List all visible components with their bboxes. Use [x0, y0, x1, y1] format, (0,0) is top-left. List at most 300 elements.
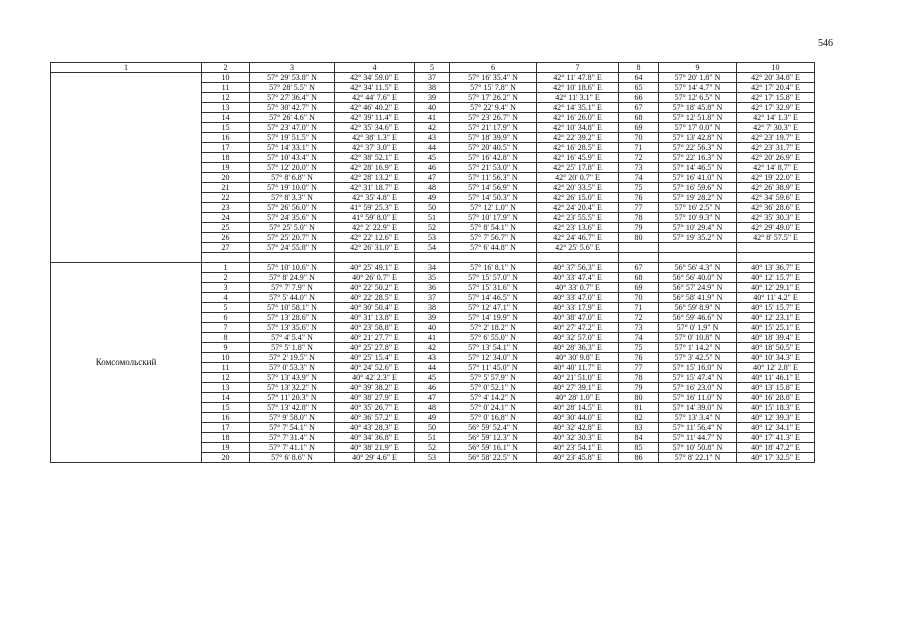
table-cell: 44	[415, 143, 450, 153]
table-cell: 57° 15' 47.4" N	[659, 373, 737, 383]
table-cell: 2	[202, 273, 250, 283]
table-cell: 57° 23' 47.0" N	[250, 123, 335, 133]
table-cell: 40° 30' 50.4" E	[335, 303, 415, 313]
header-cell: 5	[415, 63, 450, 73]
table-cell: 24	[202, 213, 250, 223]
table-cell: 20	[202, 453, 250, 463]
table-cell: 57° 13' 32.2" N	[250, 383, 335, 393]
table-cell: 57° 17' 26.2" N	[450, 93, 537, 103]
header-cell: 10	[737, 63, 815, 73]
header-cell: 3	[250, 63, 335, 73]
table-cell: 42° 23' 55.5" E	[537, 213, 619, 223]
table-cell: 42° 26' 38.9" E	[737, 183, 815, 193]
table-cell: 18	[202, 153, 250, 163]
table-cell: 67	[619, 263, 659, 273]
table-cell: 42° 26' 15.0" E	[537, 193, 619, 203]
table-cell: 42° 17' 20.4" E	[737, 83, 815, 93]
table-cell: 57° 12' 34.0" N	[450, 353, 537, 363]
table-cell: 57° 22' 56.3" N	[659, 143, 737, 153]
table-cell: 15	[202, 403, 250, 413]
blank-cell	[537, 253, 619, 263]
table-cell: 40° 12' 15.7" E	[737, 273, 815, 283]
table-cell: 10	[202, 73, 250, 83]
table-cell: 42° 35' 4.8" E	[335, 193, 415, 203]
table-cell: 43	[415, 353, 450, 363]
table-cell: 48	[415, 403, 450, 413]
table-cell: 57° 17' 0.0" N	[659, 123, 737, 133]
table-cell: 42° 36' 28.6" E	[737, 203, 815, 213]
table-cell: 42° 20' 26.9" E	[737, 153, 815, 163]
table-cell: 57° 0' 24.1" N	[450, 403, 537, 413]
table-cell: 70	[619, 133, 659, 143]
table-cell: 40° 17' 32.5" E	[737, 453, 815, 463]
table-cell: 40° 15' 25.1" E	[737, 323, 815, 333]
table-cell: 42° 20' 34.8" E	[737, 73, 815, 83]
table-cell: 77	[619, 203, 659, 213]
table-cell: 25	[202, 223, 250, 233]
table-cell: 76	[619, 193, 659, 203]
table-cell: 3	[202, 283, 250, 293]
table-cell: 42° 16' 28.5" E	[537, 143, 619, 153]
table-cell: 42° 25' 5.6" E	[537, 243, 619, 253]
table-cell: 41° 59' 8.0" E	[335, 213, 415, 223]
table-cell: 57° 25' 5.0" N	[250, 223, 335, 233]
table-cell: 42° 19' 22.0" E	[737, 173, 815, 183]
table-cell: 57° 19' 51.5" N	[250, 133, 335, 143]
table-cell: 18	[202, 433, 250, 443]
table-cell: 57° 11' 56.3" N	[450, 173, 537, 183]
table-row	[51, 73, 815, 83]
table-cell: 45	[415, 153, 450, 163]
table-cell: 40	[415, 323, 450, 333]
table-cell: 64	[619, 73, 659, 83]
table-cell: 42° 10' 18.6" E	[537, 83, 619, 93]
table-cell: 57° 16' 42.8" N	[450, 153, 537, 163]
table-cell: 57° 0' 52.1" N	[450, 383, 537, 393]
table-cell: 57° 8' 3.3" N	[250, 193, 335, 203]
table-cell: 42° 16' 26.0" E	[537, 113, 619, 123]
table-cell: 48	[415, 183, 450, 193]
table-cell: 42° 35' 30.3" E	[737, 213, 815, 223]
table-cell: 57° 10' 10.6" N	[250, 263, 335, 273]
table-cell: 44	[415, 363, 450, 373]
table-cell: 35	[415, 273, 450, 283]
table-cell: 42° 22' 39.2" E	[537, 133, 619, 143]
table-cell: 37	[415, 293, 450, 303]
table-cell: 57° 11' 44.7" N	[659, 433, 737, 443]
blank-cell	[335, 253, 415, 263]
table-cell: 72	[619, 153, 659, 163]
table-cell: 78	[619, 213, 659, 223]
table-cell: 42° 23' 31.7" E	[737, 143, 815, 153]
table-cell: 40° 15' 18.3" E	[737, 403, 815, 413]
table-cell: 40° 34' 36.8" E	[335, 433, 415, 443]
table-cell: 75	[619, 183, 659, 193]
table-cell: 57° 21' 17.9" N	[450, 123, 537, 133]
table-cell: 1	[202, 263, 250, 273]
region-cell	[51, 73, 202, 263]
table-cell: 79	[619, 223, 659, 233]
table-cell: 40° 18' 50.5" E	[737, 343, 815, 353]
table-cell: 57° 24' 55.8" N	[250, 243, 335, 253]
table-cell: 42° 8' 57.5" E	[737, 233, 815, 243]
table-cell: 42° 34' 11.5" E	[335, 83, 415, 93]
table-cell: 13	[202, 103, 250, 113]
table-cell: 42° 29' 49.0" E	[737, 223, 815, 233]
table-cell: 40° 27' 39.1" E	[537, 383, 619, 393]
table-cell: 42° 35' 34.6" E	[335, 123, 415, 133]
table-cell: 57° 10' 17.9" N	[450, 213, 537, 223]
table-cell: 40° 37' 56.3" E	[537, 263, 619, 273]
table-cell: 57° 23' 26.7" N	[450, 113, 537, 123]
table-cell: 66	[619, 93, 659, 103]
table-cell: 57° 15' 31.6" N	[450, 283, 537, 293]
table-cell: 57° 14' 46.5" N	[659, 163, 737, 173]
table-cell: 57° 22' 16.3" N	[659, 153, 737, 163]
table-cell: 84	[619, 433, 659, 443]
table-cell: 42° 39' 11.4" E	[335, 113, 415, 123]
table-cell: 57° 15' 16.0" N	[659, 363, 737, 373]
table-cell: 57° 8' 22.1" N	[659, 453, 737, 463]
table-cell: 57° 7' 7.9" N	[250, 283, 335, 293]
table-cell: 56° 57' 24.9" N	[659, 283, 737, 293]
table-cell: 23	[202, 203, 250, 213]
table-cell: 40° 12' 2.8" E	[737, 363, 815, 373]
table-cell: 47	[415, 393, 450, 403]
table-cell: 42° 22' 12.6" E	[335, 233, 415, 243]
table-cell: 81	[619, 403, 659, 413]
table-cell: 57° 8' 24.9" N	[250, 273, 335, 283]
table-cell: 40	[415, 103, 450, 113]
table-cell: 40° 27' 47.2" E	[537, 323, 619, 333]
table-cell: 42° 34' 59.6" E	[737, 193, 815, 203]
table-cell: 40° 36' 57.2" E	[335, 413, 415, 423]
table-cell: 57° 27' 36.4" N	[250, 93, 335, 103]
region-cell: Комсомольский	[51, 263, 202, 463]
table-cell: 57° 18' 39.9" N	[450, 133, 537, 143]
table-cell: 42° 34' 59.0" E	[335, 73, 415, 83]
table-cell: 40° 29' 4.6" E	[335, 453, 415, 463]
table-cell: 40° 30' 44.0" E	[537, 413, 619, 423]
table-cell: 70	[619, 293, 659, 303]
table-cell: 56° 59' 12.3" N	[450, 433, 537, 443]
table-cell: 42° 31' 18.7" E	[335, 183, 415, 193]
table-cell: 42° 10' 34.8" E	[537, 123, 619, 133]
table-cell: 57° 13' 54.1" N	[450, 343, 537, 353]
table-cell: 57° 16' 41.0" N	[659, 173, 737, 183]
table-cell: 40° 18' 47.2" E	[737, 443, 815, 453]
table-cell: 26	[202, 233, 250, 243]
table-cell: 46	[415, 163, 450, 173]
table-cell: 40° 42' 2.3" E	[335, 373, 415, 383]
table-cell: 57° 6' 55.0" N	[450, 333, 537, 343]
table-cell: 37	[415, 73, 450, 83]
table-cell: 57° 25' 20.7" N	[250, 233, 335, 243]
table-cell: 57° 13' 43.9" N	[250, 373, 335, 383]
table-cell	[619, 243, 659, 253]
table-cell: 50	[415, 423, 450, 433]
table-cell: 52	[415, 443, 450, 453]
blank-cell	[737, 253, 815, 263]
table-cell: 40° 12' 23.1" E	[737, 313, 815, 323]
table-cell: 79	[619, 383, 659, 393]
table-cell: 42° 28' 16.9" E	[335, 163, 415, 173]
table-cell: 40° 39' 38.2" E	[335, 383, 415, 393]
table-cell: 40° 38' 27.9" E	[335, 393, 415, 403]
table-cell: 77	[619, 363, 659, 373]
table-cell: 57° 14' 39.0" N	[659, 403, 737, 413]
table-cell: 40° 32' 42.8" E	[537, 423, 619, 433]
table-cell: 83	[619, 423, 659, 433]
table-cell: 56° 59' 8.9" N	[659, 303, 737, 313]
table-cell: 42° 20' 33.5" E	[537, 183, 619, 193]
table-cell: 40° 17' 41.3" E	[737, 433, 815, 443]
table-cell: 57° 13' 35.6" N	[250, 323, 335, 333]
header-cell: 1	[51, 63, 202, 73]
table-cell: 42° 23' 13.6" E	[537, 223, 619, 233]
blank-cell	[250, 253, 335, 263]
table-cell: 57° 12' 51.8" N	[659, 113, 737, 123]
table-cell: 42° 26' 31.0" E	[335, 243, 415, 253]
table-cell: 57° 12' 20.0" N	[250, 163, 335, 173]
table-cell: 40° 33' 17.9" E	[537, 303, 619, 313]
table-cell: 40° 11' 46.1" E	[737, 373, 815, 383]
blank-cell	[619, 253, 659, 263]
table-cell: 57° 14' 50.3" N	[450, 193, 537, 203]
table-cell: 56° 59' 46.6" N	[659, 313, 737, 323]
table-cell: 41° 59' 25.3" E	[335, 203, 415, 213]
table-cell: 40° 33' 47.0" E	[537, 293, 619, 303]
table-cell: 40° 22' 28.5" E	[335, 293, 415, 303]
table-cell: 56° 59' 16.1" N	[450, 443, 537, 453]
header-cell: 4	[335, 63, 415, 73]
table-cell: 57° 16' 59.6" N	[659, 183, 737, 193]
table-cell: 40° 38' 21.9" E	[335, 443, 415, 453]
table-cell: 51	[415, 433, 450, 443]
table-cell: 57° 19' 35.2" N	[659, 233, 737, 243]
table-cell: 40° 21' 51.0" E	[537, 373, 619, 383]
table-cell: 76	[619, 353, 659, 363]
table-cell: 12	[202, 93, 250, 103]
table-cell: 40° 43' 28.3" E	[335, 423, 415, 433]
table-cell: 41	[415, 333, 450, 343]
table-cell: 49	[415, 193, 450, 203]
table-cell: 42° 44' 7.6" E	[335, 93, 415, 103]
table-cell: 56° 58' 22.5" N	[450, 453, 537, 463]
table-cell: 42° 38' 52.1" E	[335, 153, 415, 163]
header-cell: 2	[202, 63, 250, 73]
table-cell: 57° 10' 29.4" N	[659, 223, 737, 233]
table-cell: 57° 0' 53.3" N	[250, 363, 335, 373]
table-cell: 42° 14' 1.3" E	[737, 113, 815, 123]
table-cell: 86	[619, 453, 659, 463]
table-cell: 42° 11' 47.8" E	[537, 73, 619, 83]
table-cell: 65	[619, 83, 659, 93]
table-cell: 57° 30' 42.7" N	[250, 103, 335, 113]
table-cell: 40° 25' 49.1" E	[335, 263, 415, 273]
table-cell: 40° 12' 39.3" E	[737, 413, 815, 423]
table-cell: 42° 46' 40.2" E	[335, 103, 415, 113]
table-cell: 51	[415, 213, 450, 223]
table-cell: 42° 20' 0.7" E	[537, 173, 619, 183]
table-cell: 10	[202, 353, 250, 363]
table-cell: 42° 11' 3.1" E	[537, 93, 619, 103]
table-cell: 34	[415, 263, 450, 273]
table-cell: 57° 10' 43.4" N	[250, 153, 335, 163]
table-cell: 40° 13' 36.7" E	[737, 263, 815, 273]
table-cell: 40° 33' 0.7" E	[537, 283, 619, 293]
table-cell: 40° 28' 36.3" E	[537, 343, 619, 353]
table-cell: 57° 16' 23.0" N	[659, 383, 737, 393]
table-cell: 40° 12' 29.1" E	[737, 283, 815, 293]
table-cell: 57° 14' 46.5" N	[450, 293, 537, 303]
table-cell: 57° 4' 14.2" N	[450, 393, 537, 403]
table-cell: 57° 10' 50.8" N	[659, 443, 737, 453]
table-cell: 57° 7' 31.4" N	[250, 433, 335, 443]
table-cell: 40° 31' 13.8" E	[335, 313, 415, 323]
coordinates-table	[50, 62, 815, 463]
blank-cell	[450, 253, 537, 263]
table-cell: 74	[619, 173, 659, 183]
table-cell: 57° 16' 35.4" N	[450, 73, 537, 83]
header-cell: 8	[619, 63, 659, 73]
table-cell: 78	[619, 373, 659, 383]
table-cell: 16	[202, 133, 250, 143]
table-cell: 57° 6' 44.8" N	[450, 243, 537, 253]
table-cell: 42° 23' 19.7" E	[737, 133, 815, 143]
table-cell: 57° 5' 44.0" N	[250, 293, 335, 303]
table-cell: 42° 17' 15.8" E	[737, 93, 815, 103]
table-cell: 40° 25' 15.4" E	[335, 353, 415, 363]
table-cell: 40° 28' 14.5" E	[537, 403, 619, 413]
table-cell: 42° 2' 22.9" E	[335, 223, 415, 233]
table-cell: 39	[415, 313, 450, 323]
blank-cell	[659, 253, 737, 263]
table-cell: 42° 24' 46.7" E	[537, 233, 619, 243]
table-cell: 6	[202, 313, 250, 323]
table-cell: 57° 13' 28.6" N	[250, 313, 335, 323]
table-cell: 69	[619, 123, 659, 133]
table-cell: 57° 12' 47.1" N	[450, 303, 537, 313]
table-cell: 73	[619, 163, 659, 173]
table-cell: 57° 22' 9.4" N	[450, 103, 537, 113]
table-cell: 42	[415, 123, 450, 133]
table-cell: 38	[415, 83, 450, 93]
table-cell: 21	[202, 183, 250, 193]
table-cell: 15	[202, 123, 250, 133]
table-cell: 54	[415, 243, 450, 253]
table-cell: 47	[415, 173, 450, 183]
table-cell: 57° 2' 18.2" N	[450, 323, 537, 333]
table-cell: 11	[202, 363, 250, 373]
table-cell: 14	[202, 113, 250, 123]
table-cell: 40° 23' 58.8" E	[335, 323, 415, 333]
table-cell: 57° 16' 11.0" N	[659, 393, 737, 403]
table-cell: 57° 13' 3.4" N	[659, 413, 737, 423]
blank-cell	[202, 253, 250, 263]
table-cell: 57° 6' 8.6" N	[250, 453, 335, 463]
table-cell: 40° 11' 4.2" E	[737, 293, 815, 303]
table-cell: 7	[202, 323, 250, 333]
table-cell: 53	[415, 233, 450, 243]
table-cell: 57° 11' 45.0" N	[450, 363, 537, 373]
table-cell: 57° 16' 8.1" N	[450, 263, 537, 273]
table-cell: 40° 26' 0.7" E	[335, 273, 415, 283]
table-cell: 20	[202, 173, 250, 183]
table-cell: 57° 16' 2.5" N	[659, 203, 737, 213]
table-cell: 57° 0' 1.9" N	[659, 323, 737, 333]
table-cell: 40° 23' 54.1" E	[537, 443, 619, 453]
table-cell: 40° 25' 27.8" E	[335, 343, 415, 353]
table-cell: 40° 18' 39.4" E	[737, 333, 815, 343]
page-number: 546	[818, 38, 833, 49]
table-cell: 36	[415, 283, 450, 293]
table-cell: 42° 14' 8.7" E	[737, 163, 815, 173]
table-cell: 57° 13' 42.8" N	[250, 403, 335, 413]
table-cell: 40° 16' 28.8" E	[737, 393, 815, 403]
table-cell: 57° 26' 56.0" N	[250, 203, 335, 213]
table-cell: 57° 12' 6.5" N	[659, 93, 737, 103]
table-cell: 27	[202, 243, 250, 253]
table-cell: 85	[619, 443, 659, 453]
table-cell: 40° 32' 57.0" E	[537, 333, 619, 343]
table-cell: 17	[202, 423, 250, 433]
table-cell: 39	[415, 93, 450, 103]
table-cell: 57° 5' 57.9" N	[450, 373, 537, 383]
table-cell: 71	[619, 303, 659, 313]
table-cell: 40° 13' 15.8" E	[737, 383, 815, 393]
table-cell	[737, 243, 815, 253]
table-cell: 57° 14' 33.1" N	[250, 143, 335, 153]
table-cell: 38	[415, 303, 450, 313]
table-cell: 40° 12' 34.1" E	[737, 423, 815, 433]
table-cell: 40° 40' 11.7" E	[537, 363, 619, 373]
table-cell: 40° 38' 47.0" E	[537, 313, 619, 323]
header-row	[51, 63, 815, 73]
table-cell: 57° 9' 58.0" N	[250, 413, 335, 423]
table-cell: 57° 14' 4.7" N	[659, 83, 737, 93]
table-cell: 40° 35' 26.7" E	[335, 403, 415, 413]
table-cell: 57° 19' 10.0" N	[250, 183, 335, 193]
table-cell: 42° 25' 17.8" E	[537, 163, 619, 173]
table-cell: 82	[619, 413, 659, 423]
table-cell: 57° 19' 28.2" N	[659, 193, 737, 203]
table-cell: 40° 22' 50.2" E	[335, 283, 415, 293]
table-cell: 8	[202, 333, 250, 343]
table-cell: 57° 10' 9.3" N	[659, 213, 737, 223]
table-cell: 40° 30' 9.8" E	[537, 353, 619, 363]
table-cell: 57° 26' 4.6" N	[250, 113, 335, 123]
table-cell: 53	[415, 453, 450, 463]
table-cell: 5	[202, 303, 250, 313]
table-cell: 40° 32' 30.3" E	[537, 433, 619, 443]
table-cell: 57° 2' 19.5" N	[250, 353, 335, 363]
table-cell: 57° 15' 57.0" N	[450, 273, 537, 283]
table-cell: 13	[202, 383, 250, 393]
table-cell: 42° 28' 13.2" E	[335, 173, 415, 183]
table-cell: 49	[415, 413, 450, 423]
table-cell: 41	[415, 113, 450, 123]
table-cell: 42° 7' 30.3" E	[737, 123, 815, 133]
table-cell: 73	[619, 323, 659, 333]
table-cell: 19	[202, 163, 250, 173]
table-cell: 57° 11' 20.3" N	[250, 393, 335, 403]
table-cell: 72	[619, 313, 659, 323]
table-cell: 42	[415, 343, 450, 353]
table-cell	[659, 243, 737, 253]
table-cell: 57° 20' 40.5" N	[450, 143, 537, 153]
table-cell: 57° 18' 45.8" N	[659, 103, 737, 113]
